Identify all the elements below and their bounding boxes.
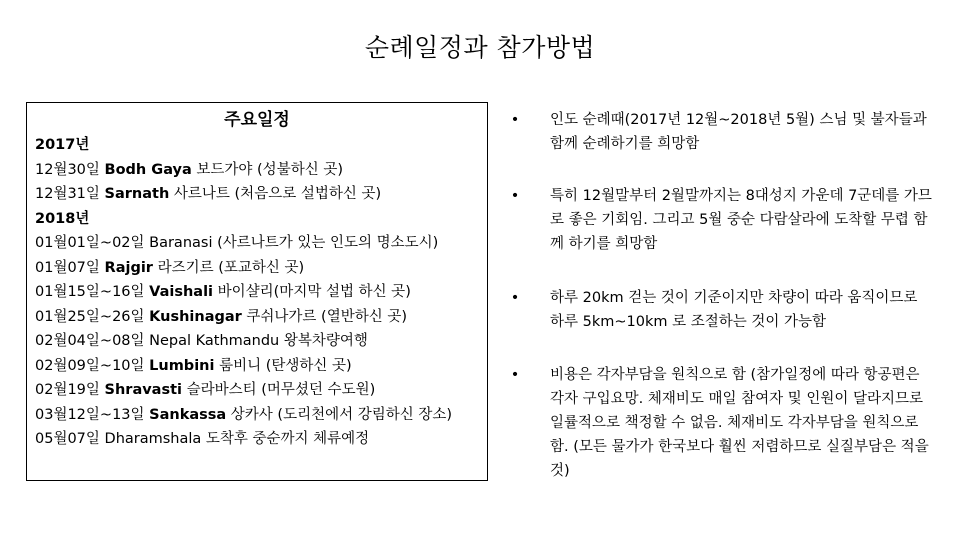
schedule-place: Sankassa [149, 406, 227, 423]
schedule-list [35, 133, 487, 452]
schedule-desc: 사르나트 (처음으로 설법하신 곳) [173, 186, 382, 202]
schedule-year: 2018년 [35, 210, 90, 227]
schedule-item [35, 378, 487, 403]
schedule-date: 12월30일 [35, 161, 100, 178]
schedule-date: 05월07일 [35, 431, 100, 447]
bullet-text: 하루 20km 걷는 것이 기준이지만 차량이 따라 움직이므로 하루 5km~10km 로 조절하는 것이 가능함 [550, 290, 918, 330]
schedule-desc: 상카사 (도리천에서 강림하신 장소) [230, 406, 453, 423]
schedule-date: 01월15일~16일 [35, 284, 145, 300]
schedule-desc: 룸비니 (탄생하신 곳) [219, 357, 352, 374]
schedule-date: 03월12일~13일 [35, 406, 145, 423]
schedule-item [35, 280, 487, 305]
bullet-dot-icon: • [510, 367, 520, 383]
slide-title: 순례일정과 참가방법 [364, 33, 596, 62]
schedule-place: Vaishali [149, 284, 214, 300]
schedule-desc: 라즈기르 (포교하신 곳) [157, 259, 305, 276]
schedule-desc: Nepal Kathmandu 왕복차량여행 [149, 333, 368, 349]
schedule-date: 02월09일~10일 [35, 357, 145, 374]
bullet-item [505, 363, 935, 483]
schedule-date: 02월04일~08일 [35, 333, 145, 349]
bullet-text: 비용은 각자부담을 원칙으로 함 (참가일정에 따라 항공편은 각자 구입요망. 체재비도 매일 참여자 및 인원이 달라지므로 일률적으로 책정할 수 없음. 체재비도 각자부담을 원칙으로 함. (모든 물가가 한국보다 훨씬 저렴하므로 실질부담은 적을 것) [550, 367, 929, 479]
schedule-item [35, 329, 487, 354]
schedule-place: Rajgir [104, 259, 153, 276]
schedule-desc: Baranasi (사르나트가 있는 인도의 명소도시) [149, 235, 439, 251]
bullet-item [505, 184, 935, 256]
schedule-year: 2017년 [35, 137, 90, 153]
schedule-item [35, 256, 487, 281]
bullet-text: 특히 12월말부터 2월말까지는 8대성지 가운데 7군데를 가므로 좋은 기회임. 그리고 5월 중순 다람살라에 도착할 무렵 함께 하기를 희망함 [550, 188, 932, 252]
schedule-desc: 바이샬리(마지막 설법 하신 곳) [217, 284, 411, 300]
bullet-dot-icon: • [510, 112, 520, 128]
bullet-item [505, 108, 935, 156]
bullet-item [505, 286, 935, 334]
schedule-item [35, 182, 487, 207]
schedule-desc: 쿠쉬나가르 (열반하신 곳) [246, 308, 408, 325]
schedule-date: 02월19일 [35, 382, 100, 398]
schedule-heading: 주요일정 [224, 110, 290, 130]
schedule-place: Lumbini [149, 357, 215, 374]
schedule-place: Sarnath [104, 186, 170, 202]
schedule-place: Kushinagar [149, 308, 242, 325]
schedule-desc: Dharamshala 도착후 중순까지 체류예정 [104, 431, 370, 447]
schedule-desc: 보드가야 (성불하신 곳) [196, 161, 343, 178]
schedule-date: 01월07일 [35, 259, 100, 276]
schedule-item [35, 231, 487, 256]
schedule-item [35, 403, 487, 428]
schedule-desc: 슬라바스티 (머무셨던 수도원) [186, 382, 376, 398]
bullet-dot-icon: • [510, 290, 520, 306]
schedule-place: Bodh Gaya [104, 161, 192, 178]
schedule-box [26, 102, 488, 481]
schedule-item [35, 354, 487, 379]
schedule-item [35, 158, 487, 183]
schedule-date: 01월01일~02일 [35, 235, 145, 251]
schedule-item [35, 305, 487, 330]
schedule-date: 01월25일~26일 [35, 308, 145, 325]
schedule-place: Shravasti [104, 382, 183, 398]
bullet-dot-icon: • [510, 188, 520, 204]
schedule-item [35, 427, 487, 452]
bullet-text: 인도 순례때(2017년 12월~2018년 5월) 스님 및 불자들과 함께 순례하기를 희망함 [550, 112, 927, 152]
schedule-date: 12월31일 [35, 186, 100, 202]
